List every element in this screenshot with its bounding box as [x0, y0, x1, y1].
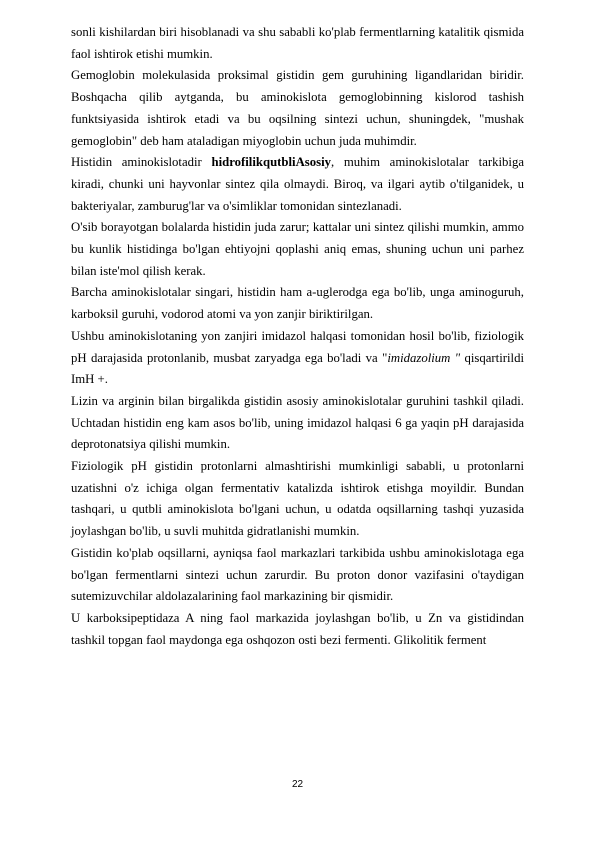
paragraph-8: Fiziologik pH gistidin protonlarni almashtirishi mumkinligi sababli, u protonlarni uzatishni o'z ichiga olgan fermentativ katalizda ishtirok etishga moyildir. Bundan tashqari, u qutbli aminokislota bo'lgani uchun, u odatda oqsillarning tashqi yuzasida joylashgan bo'lib, u suvli muhitda gidratlanishi mumkin. — [71, 459, 524, 539]
paragraph-5: Barcha aminokislotalar singari, histidin ham a-uglerodga ega bo'lib, unga aminoguruh, karboksil guruhi, vodorod atomi va yon zanjir biriktirilgan. — [71, 285, 524, 322]
paragraph-3 — [71, 152, 524, 217]
document-page — [71, 22, 524, 651]
bold-term: hidrofilikqutbliAsosiy — [211, 155, 332, 170]
paragraph-9: Gistidin ko'plab oqsillarni, ayniqsa faol markazlari tarkibida ushbu aminokislotaga ega bo'lgan fermentlarni sintezi uchun zarurdir. Bu proton donor vazifasini o'taydigan sutemizuvchilar aldolazalarining faol markazining bir qismidir. — [71, 545, 524, 604]
paragraph-2: Gemoglobin molekulasida proksimal gistidin gem guruhining ligandlaridan biridir. Boshqacha qilib aytganda, bu aminokislota gemoglobinning kislorod tashish funktsiyasida ishtirok etadi va bu oqsilning sintezi uchun, shuningdek, "mushak gemoglobin" deb ham ataladigan miyoglobin uchun juda muhimdir. — [71, 68, 524, 148]
paragraph-3-end: , muhim aminokislotalar tarkibiga kiradi, chunki uni hayvonlar sintez qila olmaydi. Biroq, va ilgari aytib o'tilganidek, u bakteriyalar, zamburug'lar va o'simliklar tomonidan sintezlanadi. — [71, 155, 524, 213]
paragraph-1: sonli kishilardan biri hisoblanadi va shu sababli ko'plab fermentlarning katalitik qismida faol ishtirok etishi mumkin. — [71, 25, 524, 61]
italic-term: imidazolium " — [387, 350, 461, 365]
paragraph-3-start: Histidin aminokislotadir — [71, 155, 212, 170]
paragraph-10: U karboksipeptidaza A ning faol markazida joylashgan bo'lib, u Zn va gistidindan tashkil topgan faol maydonga ega oshqozon osti bezi fermenti. Glikolitik ferment — [71, 610, 524, 647]
paragraph-7: Lizin va arginin bilan birgalikda gistidin asosiy aminokislotalar guruhini tashkil qiladi. Uchtadan histidin eng kam asos bo'lib, uning imidazol halqasi 6 ga yaqin pH darajasida deprotonatsiya qilishi mumkin. — [71, 393, 524, 452]
paragraph-6-end: qisqartirildi ImH +. — [71, 350, 524, 387]
page-number: 22 — [291, 779, 304, 790]
paragraph-6 — [71, 326, 524, 391]
paragraph-6-start: Ushbu aminokislotaning yon zanjiri imidazol halqasi tomonidan hosil bo'lib, fiziologik pH darajasida protonlanib, musbat zaryadga ega bo'ladi va " — [71, 328, 524, 365]
paragraph-4: O'sib borayotgan bolalarda histidin juda zarur; kattalar uni sintez qilishi mumkin, ammo bu kunlik histidinga bo'lgan ehtiyojni qoplashi aniq emas, shuning uchun uni parhez bilan iste'mol qilish kerak. — [71, 220, 524, 278]
